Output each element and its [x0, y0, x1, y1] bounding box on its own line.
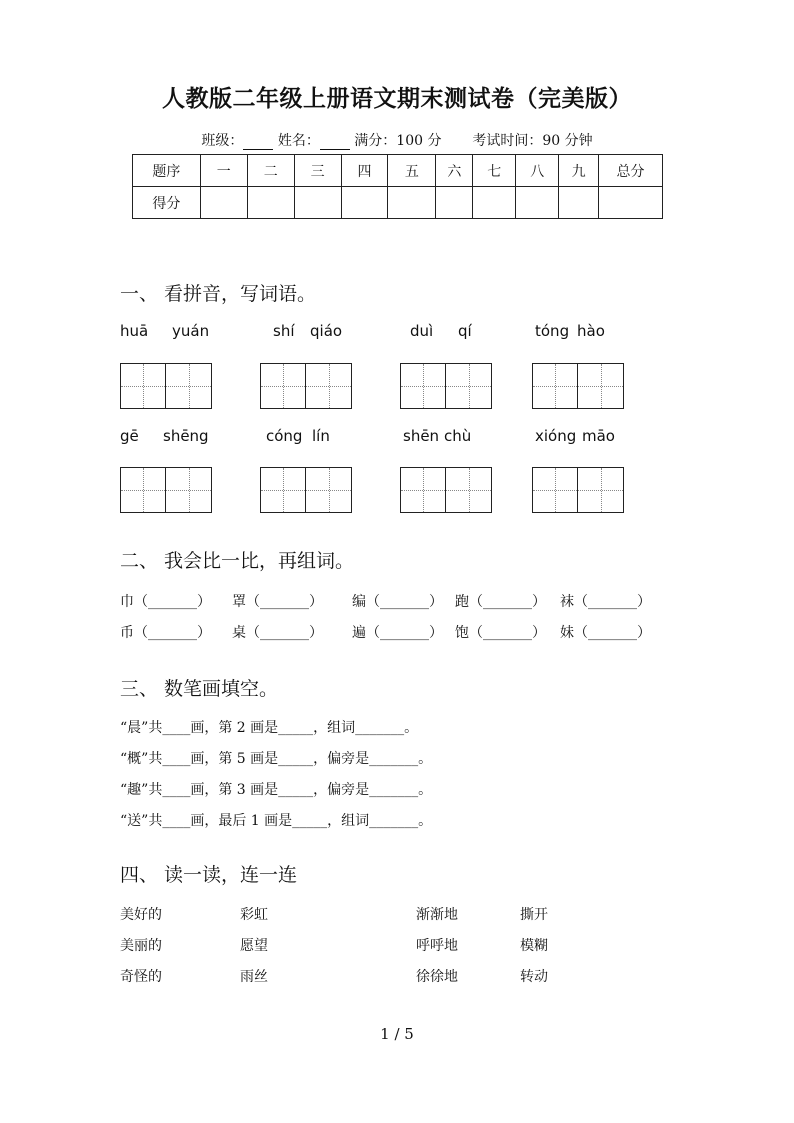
score-cell[interactable] [341, 187, 388, 219]
match-word[interactable]: 彩虹 [240, 907, 268, 923]
match-word[interactable]: 呼呼地 [416, 938, 458, 954]
stroke-question: “晨”共____画，第 2 画是_____，组词_______。 [120, 720, 419, 736]
header-cell: 一 [200, 155, 247, 187]
match-word[interactable]: 愿望 [240, 938, 268, 954]
full-score: 满分：100 分 [354, 133, 442, 149]
name-label: 姓名： [277, 133, 320, 149]
exam-time: 考试时间：90 分钟 [472, 133, 593, 149]
page-title: 人教版二年级上册语文期末测试卷（完美版） [162, 85, 632, 112]
section4-heading: 四、 读一读，连一连 [120, 864, 298, 886]
header-cell: 九 [559, 155, 599, 187]
pinyin-label: duì [410, 322, 434, 340]
stroke-question: “送”共____画，最后 1 画是_____，组词_______。 [120, 813, 433, 829]
name-blank[interactable] [320, 135, 350, 150]
pinyin-label: yuán [172, 322, 210, 340]
row-label: 得分 [133, 187, 201, 219]
section3-heading: 三、 数笔画填空。 [120, 678, 279, 700]
header-cell: 五 [388, 155, 436, 187]
writing-grid[interactable] [400, 363, 492, 409]
writing-grid[interactable] [260, 467, 352, 513]
match-word[interactable]: 美丽的 [120, 938, 162, 954]
pinyin-label: cóng [266, 427, 303, 445]
stroke-question: “趣”共____画，第 3 画是_____，偏旁是_______。 [120, 782, 433, 798]
compare-item: 桌（_______） [232, 625, 323, 641]
writing-grid[interactable] [532, 363, 624, 409]
match-word[interactable]: 美好的 [120, 907, 162, 923]
compare-item: 饱（_______） [455, 625, 546, 641]
compare-item: 币（_______） [120, 625, 211, 641]
pinyin-label: gē [120, 427, 139, 445]
score-cell[interactable] [388, 187, 436, 219]
header-cell: 八 [516, 155, 559, 187]
match-word[interactable]: 模糊 [520, 938, 548, 954]
pinyin-label: shí [273, 322, 295, 340]
pinyin-label: qiáo [310, 322, 343, 340]
header-cell: 六 [436, 155, 473, 187]
compare-item: 巾（_______） [120, 594, 211, 610]
compare-item: 遍（_______） [352, 625, 443, 641]
header-cell: 七 [473, 155, 516, 187]
score-cell[interactable] [516, 187, 559, 219]
compare-item: 妹（_______） [560, 625, 651, 641]
writing-grid[interactable] [532, 467, 624, 513]
score-cell[interactable] [247, 187, 294, 219]
header-cell: 二 [247, 155, 294, 187]
compare-item: 罩（_______） [232, 594, 323, 610]
writing-grid[interactable] [120, 467, 212, 513]
score-table [132, 154, 663, 219]
score-header-row [133, 155, 663, 187]
score-cell[interactable] [436, 187, 473, 219]
writing-grid[interactable] [260, 363, 352, 409]
pinyin-label: qí [458, 322, 472, 340]
writing-grid[interactable] [400, 467, 492, 513]
section1-heading: 一、 看拼音，写词语。 [120, 283, 317, 305]
class-label: 班级： [201, 133, 244, 149]
header-cell: 题序 [133, 155, 201, 187]
score-cell[interactable] [599, 187, 663, 219]
pinyin-label: tóng [535, 322, 570, 340]
compare-item: 编（_______） [352, 594, 443, 610]
class-blank[interactable] [243, 135, 273, 150]
score-value-row [133, 187, 663, 219]
score-cell[interactable] [294, 187, 341, 219]
match-word[interactable]: 渐渐地 [416, 907, 458, 923]
match-word[interactable]: 奇怪的 [120, 969, 162, 985]
match-word[interactable]: 转动 [520, 969, 548, 985]
pinyin-label: lín [312, 427, 330, 445]
header-cell: 总分 [599, 155, 663, 187]
match-word[interactable]: 徐徐地 [416, 969, 458, 985]
match-word[interactable]: 撕开 [520, 907, 548, 923]
pinyin-label: shēng [163, 427, 209, 445]
header-cell: 三 [294, 155, 341, 187]
pinyin-label: chù [444, 427, 472, 445]
writing-grid[interactable] [120, 363, 212, 409]
compare-item: 袜（_______） [560, 594, 651, 610]
score-cell[interactable] [559, 187, 599, 219]
score-cell[interactable] [473, 187, 516, 219]
section2-heading: 二、 我会比一比，再组词。 [120, 550, 355, 572]
pinyin-label: māo [582, 427, 615, 445]
match-word[interactable]: 雨丝 [240, 969, 268, 985]
compare-item: 跑（_______） [455, 594, 546, 610]
stroke-question: “概”共____画，第 5 画是_____，偏旁是_______。 [120, 751, 433, 767]
pinyin-label: xióng [535, 427, 577, 445]
exam-info [0, 130, 794, 150]
header-cell: 四 [341, 155, 388, 187]
score-cell[interactable] [200, 187, 247, 219]
pinyin-label: hào [577, 322, 605, 340]
pinyin-label: shēn [403, 427, 440, 445]
page-number: 1 / 5 [380, 1025, 414, 1043]
pinyin-label: huā [120, 322, 149, 340]
